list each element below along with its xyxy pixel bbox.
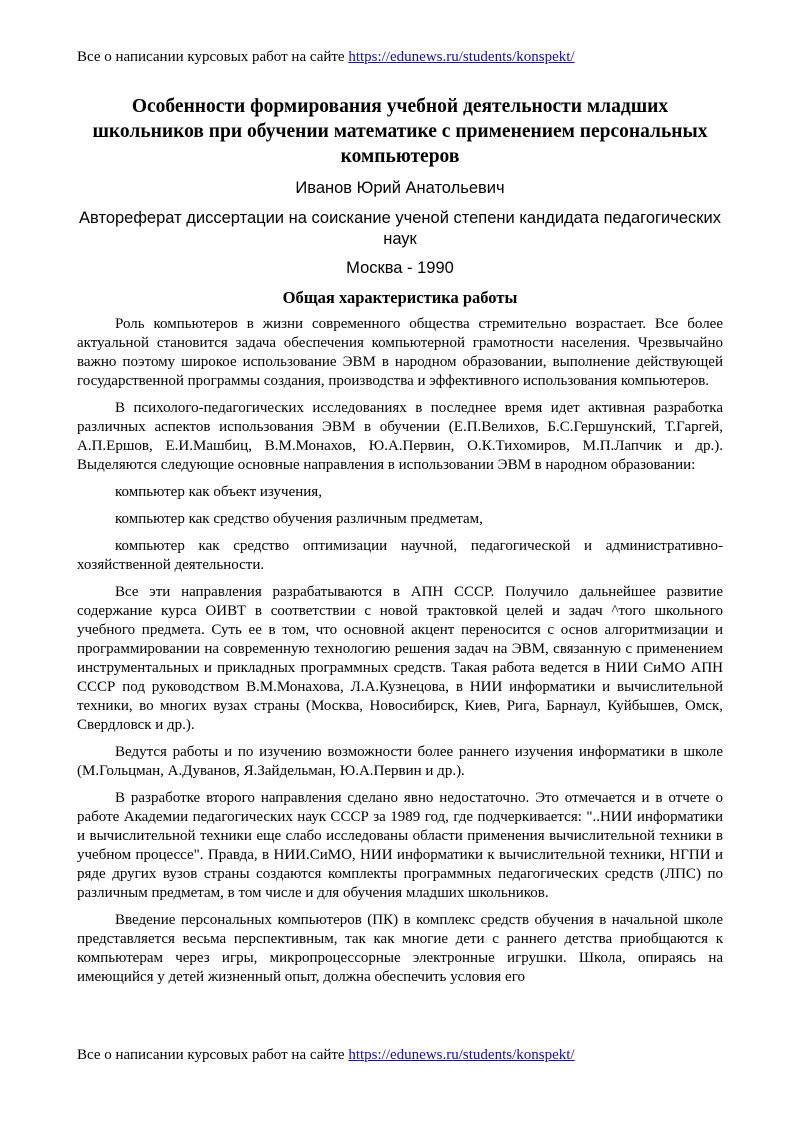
- document-title: Особенности формирования учебной деятельности младших школьников при обучении математике с применением персональных компьютеров: [92, 96, 708, 167]
- header-text: Все о написании курсовых работ на сайте: [77, 49, 349, 65]
- section-text: [77, 315, 723, 987]
- paragraph: Ведутся работы и по изучению возможности более раннего изучения информатики в школе (М.Гольцман, А.Дуванов, Я.Зайдельман, Ю.А.Первин и др.).: [77, 744, 723, 779]
- paragraph: В разработке второго направления сделано явно недостаточно. Это отмечается и в отчете о работе Академии педагогических наук СССР за 1989 год, где подчеркивается: "..НИИ информатики и вычислительной техники еще слабо исследованы области применения вычислительной техники в учебном процессе". Правда, в НИИ.СиМО, НИИ информатики к вычислительной техники, НГПИ и ряде других вузов страны создаются комплекты программных педагогических средств (ЛПС) по различным предметам, в том числе и для обучения младших школьников.: [77, 790, 723, 901]
- list-item: компьютер как объект изучения,: [115, 484, 322, 500]
- paragraph: Все эти направления разрабатываются в АПН СССР. Получило дальнейшее развитие содержание курса ОИВТ в соответствии с новой трактовкой целей и задач ^того школьного учебного предмета. Суть ее в том, что основной акцент переносится с основ алгоритмизации и программировании на современную технологию решения задач на ЭВМ, связанную с применением инструментальных и прикладных программных средств. Такая работа ведется в НИИ СиМО АПН СССР под руководством В.М.Монахова, Л.А.Кузнецова, в НИИ информатики и вычислительной техники, во многих вузах страны (Москва, Новосибирск, Киев, Рига, Барнаул, Куйбышев, Омск, Свердловск и др.).: [77, 584, 723, 733]
- page-footer: [77, 1046, 575, 1064]
- paragraph: Введение персональных компьютеров (ПК) в комплекс средств обучения в начальной школе представляется весьма перспективным, так как многие дети с раннего детства приобщаются к компьютерам через игры, микропроцессорные электронные игрушки. Школа, опираясь на имеющийся у детей жизненный опыт, должна обеспечить условия его: [77, 912, 723, 985]
- paragraph: В психолого-педагогических исследованиях в последнее время идет активная разработка различных аспектов использования ЭВМ в обучении (Е.П.Велихов, Б.С.Гершунский, Т.Гаргей, А.П.Ершов, Е.И.Машбиц, В.М.Монахов, Ю.А.Первин, О.К.Тихомиров, М.П.Лапчик и др.). Выделяются следующие основные направления в использовании ЭВМ в народном образовании:: [77, 400, 723, 473]
- list-item: компьютер как средство обучения различным предметам,: [115, 511, 483, 527]
- section-title: Общая характеристика работы: [282, 288, 518, 307]
- author-name: Иванов Юрий Анатольевич: [295, 179, 505, 197]
- abstract-type: Автореферат диссертации на соискание ученой степени кандидата педагогических наук: [79, 209, 721, 248]
- city-year: Москва - 1990: [346, 259, 454, 277]
- header-link[interactable]: https://edunews.ru/students/konspekt/: [348, 49, 575, 65]
- footer-link[interactable]: https://edunews.ru/students/konspekt/: [348, 1047, 575, 1063]
- footer-text: Все о написании курсовых работ на сайте: [77, 1047, 349, 1063]
- document-body: [77, 94, 723, 995]
- list-item: компьютер как средство оптимизации научной, педагогической и административно-хозяйственной деятельности.: [77, 538, 723, 573]
- page-header: [77, 48, 575, 66]
- paragraph: Роль компьютеров в жизни современного общества стремительно возрастает. Все более актуальной становится задача обеспечения компьютерной грамотности населения. Чрезвычайно важно поэтому широкое использование ЭВМ в народном образовании, выполнение действующей государственной программы создания, производства и эффективного использования компьютеров.: [77, 316, 723, 389]
